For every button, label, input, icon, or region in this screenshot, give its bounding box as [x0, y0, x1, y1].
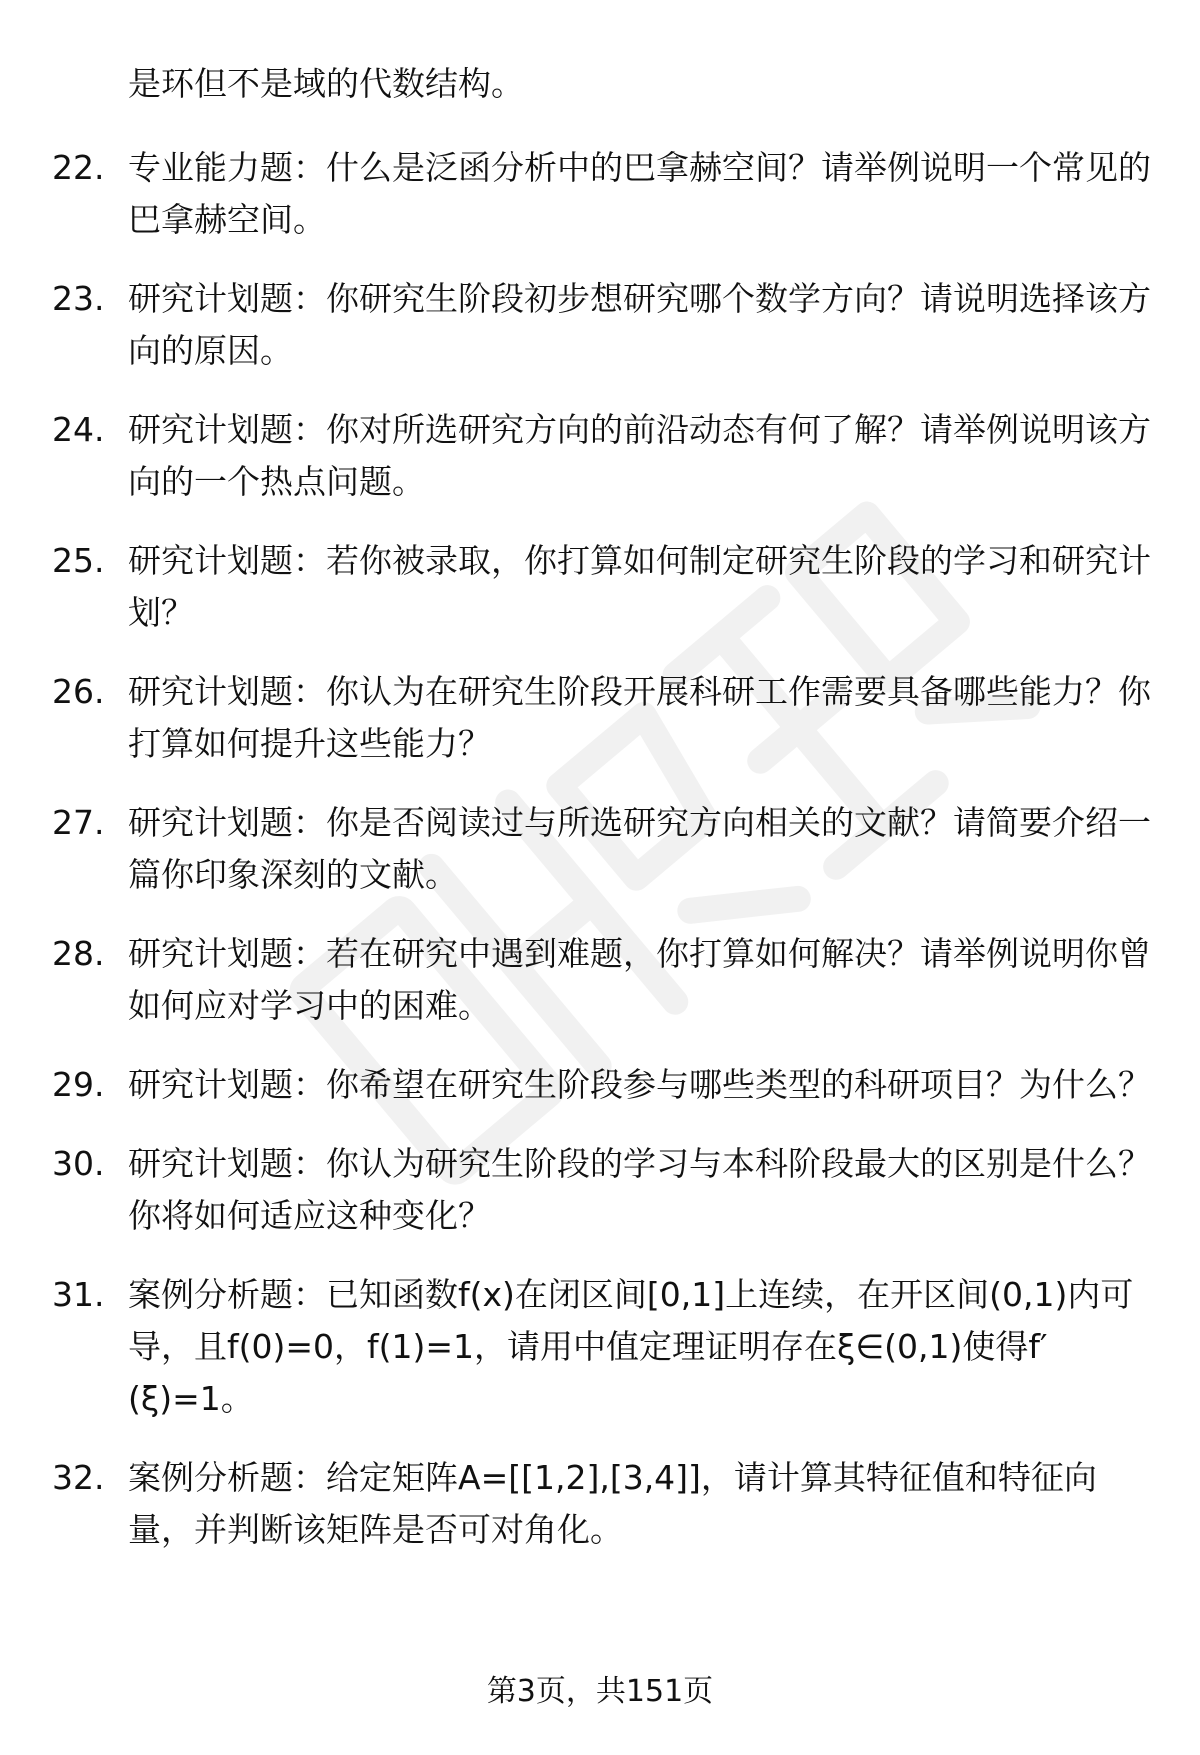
question-item	[52, 928, 1162, 1032]
question-number: 22.	[52, 148, 105, 187]
question-item	[52, 142, 1162, 246]
question-text: 专业能力题：什么是泛函分析中的巴拿赫空间？请举例说明一个常见的巴拿赫空间。	[128, 148, 1151, 239]
question-number: 23.	[52, 279, 105, 318]
question-number: 25.	[52, 541, 105, 580]
question-item	[52, 535, 1162, 639]
question-list	[52, 142, 1162, 1583]
question-number: 30.	[52, 1144, 105, 1183]
question-text: 研究计划题：你认为研究生阶段的学习与本科阶段最大的区别是什么？你将如何适应这种变化？	[128, 1144, 1151, 1235]
question-item	[52, 666, 1162, 770]
question-number: 29.	[52, 1065, 105, 1104]
question-number: 32.	[52, 1458, 105, 1497]
question-item	[52, 1269, 1162, 1425]
continuation-text: 是环但不是域的代数结构。	[128, 64, 524, 103]
question-item	[52, 404, 1162, 508]
question-text: 研究计划题：若在研究中遇到难题，你打算如何解决？请举例说明你曾如何应对学习中的困难。	[128, 934, 1151, 1025]
question-number: 27.	[52, 803, 105, 842]
question-item	[52, 797, 1162, 901]
question-number: 26.	[52, 672, 105, 711]
question-item	[52, 273, 1162, 377]
question-number: 24.	[52, 410, 105, 449]
question-number: 31.	[52, 1275, 105, 1314]
page-footer: 第3页，共151页	[486, 1674, 714, 1709]
question-text: 研究计划题：你研究生阶段初步想研究哪个数学方向？请说明选择该方向的原因。	[128, 279, 1151, 370]
question-text: 研究计划题：你对所选研究方向的前沿动态有何了解？请举例说明该方向的一个热点问题。	[128, 410, 1151, 501]
question-item	[52, 1452, 1162, 1556]
question-text: 研究计划题：你认为在研究生阶段开展科研工作需要具备哪些能力？你打算如何提升这些能力？	[128, 672, 1151, 763]
question-text: 研究计划题：若你被录取，你打算如何制定研究生阶段的学习和研究计划？	[128, 541, 1151, 632]
question-text: 案例分析题：给定矩阵A=[[1,2],[3,4]]，请计算其特征值和特征向量，并判断该矩阵是否可对角化。	[128, 1458, 1097, 1549]
question-number: 28.	[52, 934, 105, 973]
question-text: 研究计划题：你希望在研究生阶段参与哪些类型的科研项目？为什么？	[128, 1065, 1151, 1104]
question-item	[52, 1059, 1162, 1111]
question-text: 案例分析题：已知函数f(x)在闭区间[0,1]上连续，在开区间(0,1)内可导，且f(0)=0，f(1)=1，请用中值定理证明存在ξ∈(0,1)使得f′(ξ)=1。	[128, 1275, 1134, 1418]
question-text: 研究计划题：你是否阅读过与所选研究方向相关的文献？请简要介绍一篇你印象深刻的文献。	[128, 803, 1151, 894]
question-item	[52, 1138, 1162, 1242]
